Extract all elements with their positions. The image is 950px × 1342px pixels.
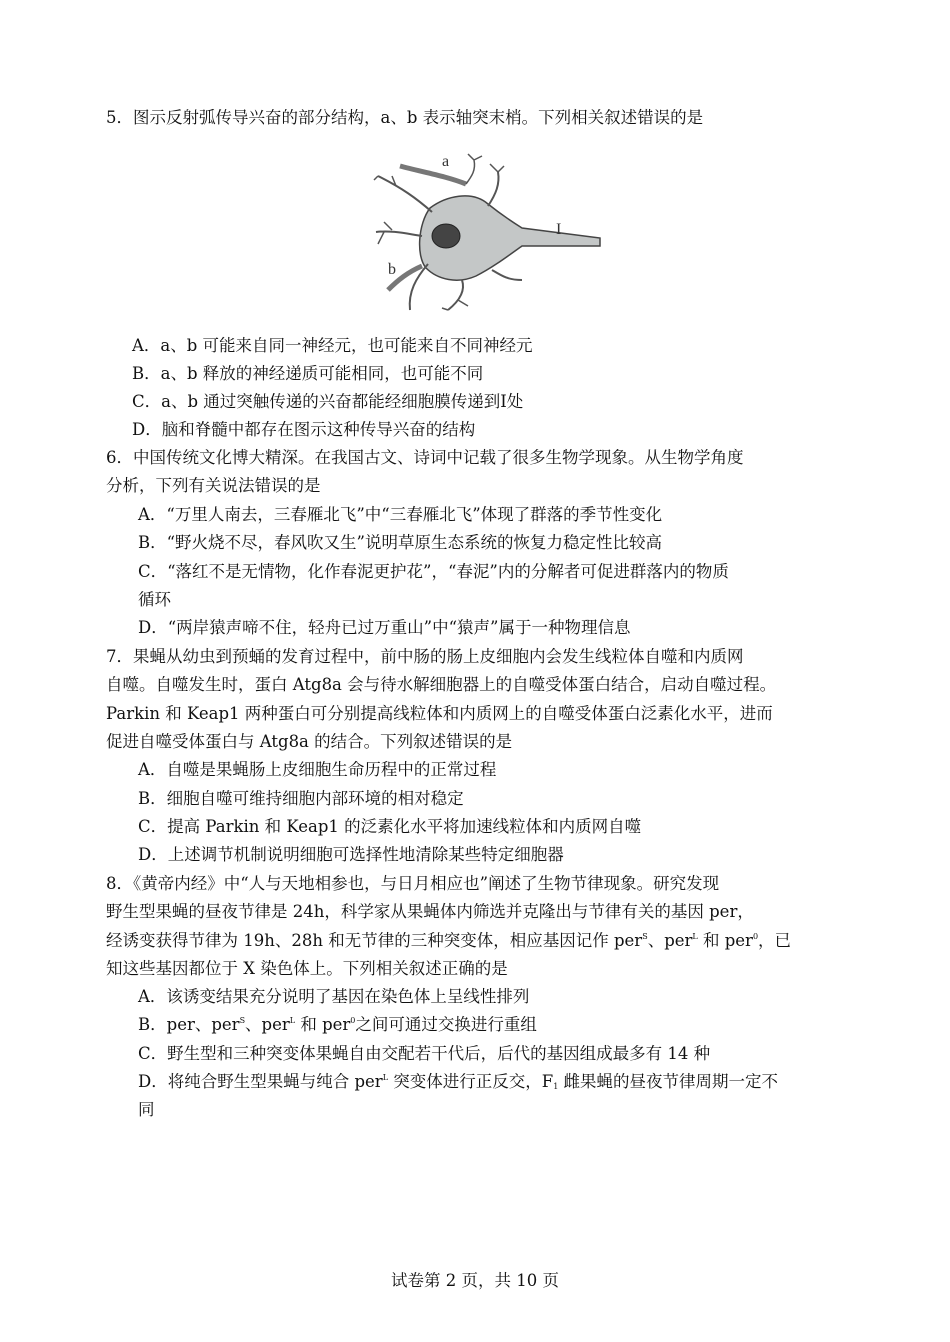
q5-stem: 5．图示反射弧传导兴奋的部分结构，a、b 表示轴突末梢。下列相关叙述错误的是: [106, 108, 704, 127]
q8-stem-line-4: 知这些基因都位于 X 染色体上。下列相关叙述正确的是: [106, 959, 508, 978]
q6-stem-line-2: 分析，下列有关说法错误的是: [106, 476, 321, 495]
q7-stem-line-1: 7．果蝇从幼虫到预蛹的发育过程中，前中肠的肠上皮细胞内会发生线粒体自噬和内质网: [106, 647, 744, 666]
page-footer: 试卷第 2 页，共 10 页: [391, 1271, 559, 1290]
q6-option-c-cont: 循环: [138, 590, 171, 609]
dendrite-branch: [490, 164, 504, 172]
q8-option-b: B．per、per$^S$、per$^L$ 和 per$^0$之间可通过交换进行重组: [138, 1015, 537, 1034]
axon-terminal-a: [400, 166, 466, 184]
nucleus: [432, 224, 460, 248]
q7-stem-line-3: Parkin 和 Keap1 两种蛋白可分别提高线粒体和内质网上的自噬受体蛋白泛素化水平，进而: [106, 704, 773, 723]
q7-stem-line-2: 自噬。自噬发生时，蛋白 Atg8a 会与待水解细胞器上的自噬受体蛋白结合，启动自噬过程。: [106, 675, 777, 694]
q7-option-c: C．提高 Parkin 和 Keap1 的泛素化水平将加速线粒体和内质网自噬: [138, 817, 642, 836]
q5-option-d: D．脑和脊髓中都存在图示这种传导兴奋的结构: [132, 420, 476, 439]
q6-stem-line-1: 6．中国传统文化博大精深。在我国古文、诗词中记载了很多生物学现象。从生物学角度: [106, 448, 744, 467]
q7-option-a: A．自噬是果蝇肠上皮细胞生命历程中的正常过程: [138, 760, 497, 779]
q7-option-d: D．上述调节机制说明细胞可选择性地清除某些特定细胞器: [138, 845, 564, 864]
q7-option-b: B．细胞自噬可维持细胞内部环境的相对稳定: [138, 789, 464, 808]
q5-option-c: C．a、b 通过突触传递的兴奋都能经细胞膜传递到Ⅰ处: [132, 392, 524, 411]
q8-option-d: D．将纯合野生型果蝇与纯合 per$^L$ 突变体进行正反交，$F_1$ 雌果蝇的昼夜节律周期一定不: [138, 1072, 779, 1091]
q8-stem-line-2: 野生型果蝇的昼夜节律是 24h，科学家从果蝇体内筛选并克隆出与节律有关的基因 per，: [106, 902, 754, 921]
label-I: I: [556, 221, 562, 238]
q8-stem-line-1: 8．《黄帝内经》中“人与天地相参也，与日月相应也”阐述了生物节律现象。研究发现: [106, 874, 720, 893]
q8-option-a: A．该诱变结果充分说明了基因在染色体上呈线性排列: [138, 987, 530, 1006]
q8-option-c: C．野生型和三种突变体果蝇自由交配若干代后，后代的基因组成最多有 14 种: [138, 1044, 711, 1063]
q6-option-a: A．“万里人南去，三春雁北飞”中“三春雁北飞”体现了群落的季节性变化: [138, 505, 663, 524]
neuron-figure: [372, 150, 608, 316]
q8-stem-line-3: 经诱变获得节律为 19h、28h 和无节律的三种突变体，相应基因记作 per$^S$、per$^L$ 和 per$^0$，已: [106, 931, 792, 950]
dendrite: [448, 280, 463, 310]
dendrite-branch: [378, 222, 392, 244]
terminal-a-branch: [466, 154, 482, 184]
q8-option-d-cont: 同: [138, 1100, 155, 1119]
q6-option-b: B．“野火烧不尽，春风吹又生”说明草原生态系统的恢复力稳定性比较高: [138, 533, 662, 552]
q6-option-c: C．“落红不是无情物，化作春泥更护花”，“春泥”内的分解者可促进群落内的物质: [138, 562, 729, 581]
dendrite: [378, 176, 432, 212]
q5-option-a: A．a、b 可能来自同一神经元，也可能来自不同神经元: [132, 336, 533, 355]
dendrite: [492, 270, 522, 280]
q6-option-d: D．“两岸猿声啼不住，轻舟已过万重山”中“猿声”属于一种物理信息: [138, 618, 631, 637]
dendrite: [488, 172, 499, 206]
q5-option-b: B．a、b 释放的神经递质可能相同，也可能不同: [132, 364, 484, 383]
q7-stem-line-4: 促进自噬受体蛋白与 Atg8a 的结合。下列叙述错误的是: [106, 732, 513, 751]
label-b: b: [388, 261, 396, 278]
label-a: a: [442, 153, 450, 170]
